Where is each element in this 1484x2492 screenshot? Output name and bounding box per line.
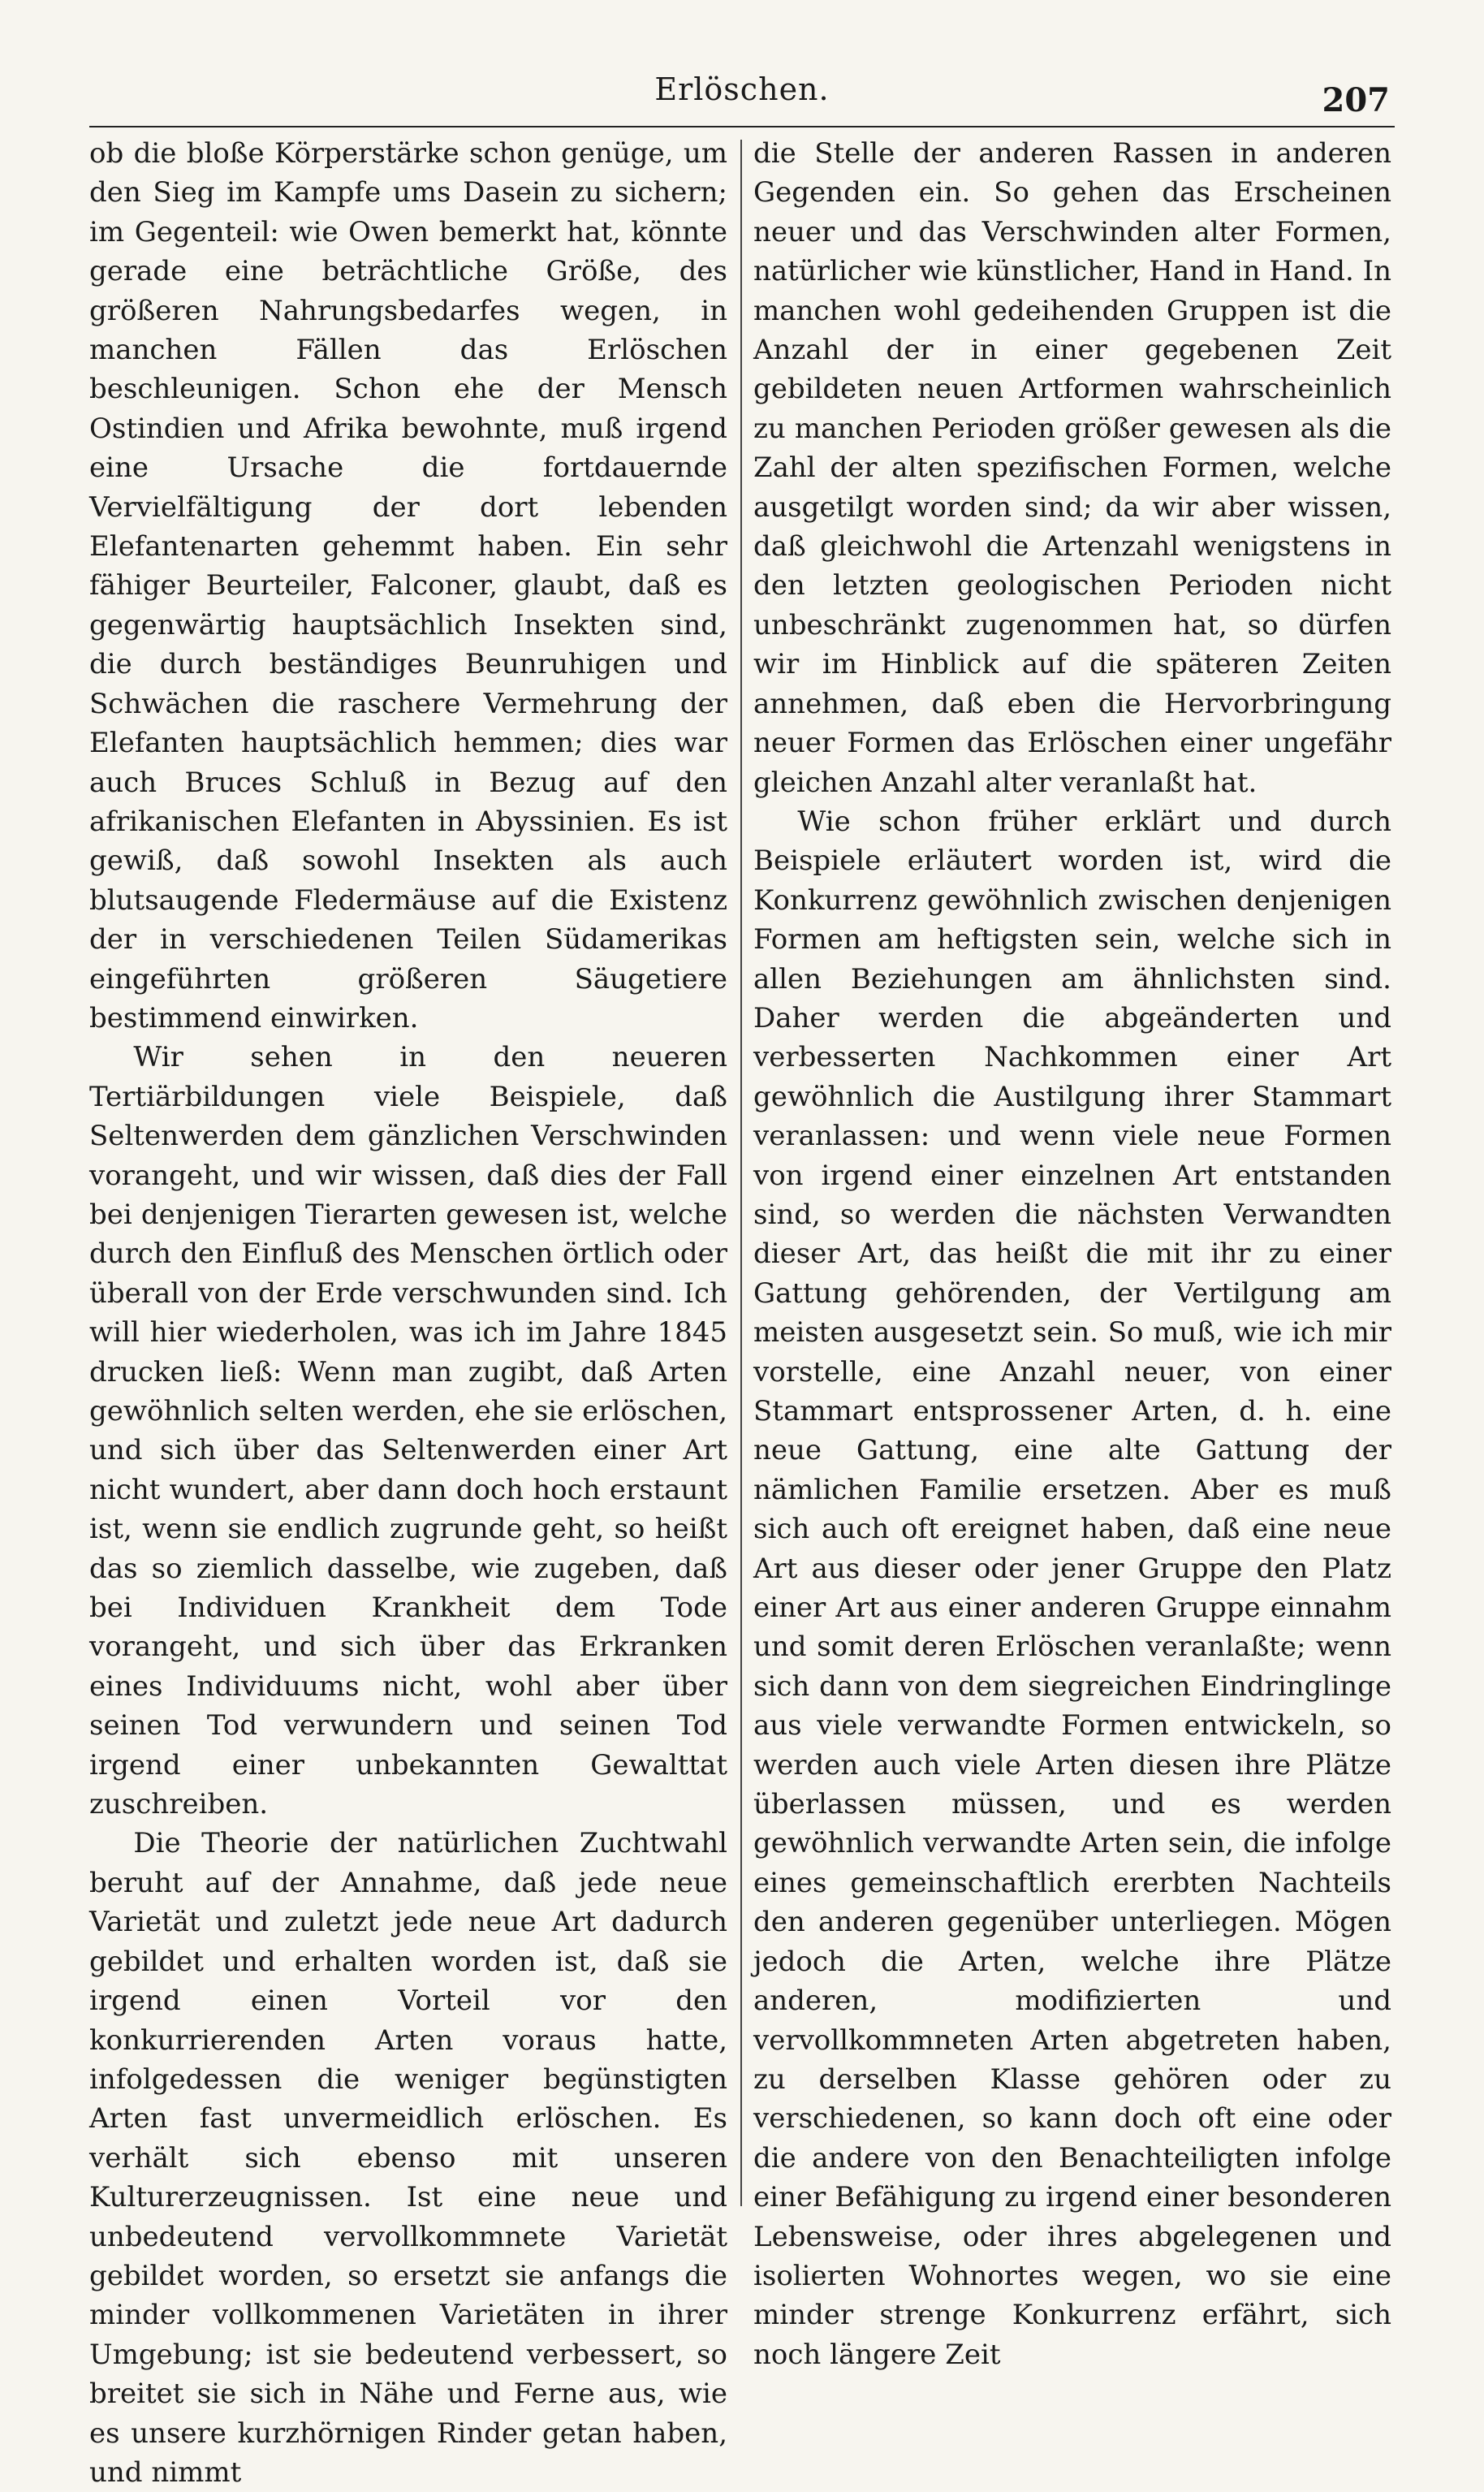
left-column bbox=[89, 134, 727, 2489]
paragraph: Die Theorie der natürlichen Zuchtwahl beruht auf der Annahme, daß jede neue Varietät und zuletzt jede neue Art dadurch gebildet und erhalten worden ist, daß sie irgend einen Vorteil vor den konkurrierenden Arten voraus hatte, infolgedessen die weniger begünstigten Arten fast unvermeidlich erlöschen. Es verhält sich ebenso mit unseren Kulturerzeugnissen. Ist eine neue und unbedeutend vervollkommnete Varietät gebildet worden, so ersetzt sie anfangs die minder vollkommenen Varietäten in ihrer Umgebung; ist sie bedeutend verbessert, so breitet sie sich in Nähe und Ferne aus, wie es unsere kurzhörnigen Rinder getan haben, und nimmt bbox=[89, 1827, 727, 2489]
paragraph: ob die bloße Körperstärke schon genüge, um den Sieg im Kampfe ums Dasein zu sichern; im Gegenteil: wie Owen bemerkt hat, könnte gerade eine beträchtliche Größe, des größeren Nahrungsbedarfes wegen, in manchen Fällen das Erlöschen beschleunigen. Schon ehe der Mensch Ostindien und Afrika bewohnte, muß irgend eine Ursache die fortdauernde Vervielfältigung der dort lebenden Elefantenarten gehemmt haben. Ein sehr fähiger Beurteiler, Falconer, glaubt, daß es gegenwärtig hauptsächlich Insekten sind, die durch beständiges Beunruhigen und Schwächen die raschere Vermehrung der Elefanten hauptsächlich hemmen; dies war auch Bruces Schluß in Bezug auf den afrikanischen Elefanten in Abyssinien. Es ist gewiß, daß sowohl Insekten als auch blutsaugende Fledermäuse auf die Existenz der in verschiedenen Teilen Südamerikas eingeführten größeren Säugetiere bestimmend einwirken. bbox=[89, 137, 727, 1034]
paragraph: Wie schon früher erklärt und durch Beispiele erläutert worden ist, wird die Konkurrenz gewöhnlich zwischen denjenigen Formen am heftigsten sein, welche sich in allen Beziehungen am ähnlichsten sind. Daher werden die abgeänderten und verbesserten Nachkommen einer Art gewöhnlich die Austilgung ihrer Stammart veranlassen: und wenn viele neue Formen von irgend einer einzelnen Art entstanden sind, so werden die nächsten Verwandten dieser Art, das heißt die mit ihr zu einer Gattung gehörenden, der Vertilgung am meisten ausgesetzt sein. So muß, wie ich mir vorstelle, eine Anzahl neuer, von einer Stammart entsprossener Arten, d. h. eine neue Gattung, eine alte Gattung der nämlichen Familie ersetzen. Aber es muß sich auch oft ereignet haben, daß eine neue Art aus dieser oder jener Gruppe den Platz einer Art aus einer anderen Gruppe einnahm und somit deren Erlöschen veranlaßte; wenn sich dann von dem siegreichen Eindringlinge aus viele verwandte Formen entwickeln, so werden auch viele Arten diesen ihre Plätze überlassen müssen, und es werden gewöhnlich verwandte Arten sein, die infolge eines gemeinschaftlich ererbten Nachteils den anderen gegenüber unterliegen. Mögen jedoch die Arten, welche ihre Plätze anderen, modifizierten und vervollkommneten Arten abgetreten haben, zu derselben Klasse gehören oder zu verschiedenen, so kann doch oft eine oder die andere von den Benachteiligten infolge einer Befähigung zu irgend einer besonderen Lebensweise, oder ihres abgelegenen und isolierten Wohnortes wegen, wo sie eine minder strenge Konkurrenz erfährt, sich noch längere Zeit bbox=[753, 805, 1391, 2371]
paragraph: Wir sehen in den neueren Tertiärbildungen viele Beispiele, daß Seltenwerden dem gänzlichen Verschwinden vorangeht, und wir wissen, daß dies der Fall bei denjenigen Tierarten gewesen ist, welche durch den Einfluß des Menschen örtlich oder überall von der Erde verschwunden sind. Ich will hier wiederholen, was ich im Jahre 1845 drucken ließ: Wenn man zugibt, daß Arten gewöhnlich selten werden, ehe sie erlöschen, und sich über das Seltenwerden einer Art nicht wundert, aber dann doch hoch erstaunt ist, wenn sie endlich zugrunde geht, so heißt das so ziemlich dasselbe, wie zugeben, daß bei Individuen Krankheit dem Tode vorangeht, und sich über das Erkranken eines Individuums nicht, wohl aber über seinen Tod verwundern und seinen Tod irgend einer unbekannten Gewalttat zuschreiben. bbox=[89, 1041, 727, 1821]
column-divider bbox=[740, 140, 742, 2206]
header-rule bbox=[89, 126, 1395, 127]
running-title: Erlöschen. bbox=[654, 71, 830, 107]
page-number: 207 bbox=[1322, 81, 1390, 119]
paragraph: die Stelle der anderen Rassen in anderen Gegenden ein. So gehen das Erscheinen neuer und das Verschwinden alter Formen, natürlicher wie künstlicher, Hand in Hand. In manchen wohl gedeihenden Gruppen ist die Anzahl der in einer gegebenen Zeit gebildeten neuen Artformen wahrscheinlich zu manchen Perioden größer gewesen als die Zahl der alten spezifischen Formen, welche ausgetilgt worden sind; da wir aber wissen, daß gleichwohl die Artenzahl wenigstens in den letzten geologischen Perioden nicht unbeschränkt zugenommen hat, so dürfen wir im Hinblick auf die späteren Zeiten annehmen, daß eben die Hervorbringung neuer Formen das Erlöschen einer ungefähr gleichen Anzahl alter veranlaßt hat. bbox=[753, 137, 1391, 799]
right-column bbox=[753, 134, 1391, 2371]
